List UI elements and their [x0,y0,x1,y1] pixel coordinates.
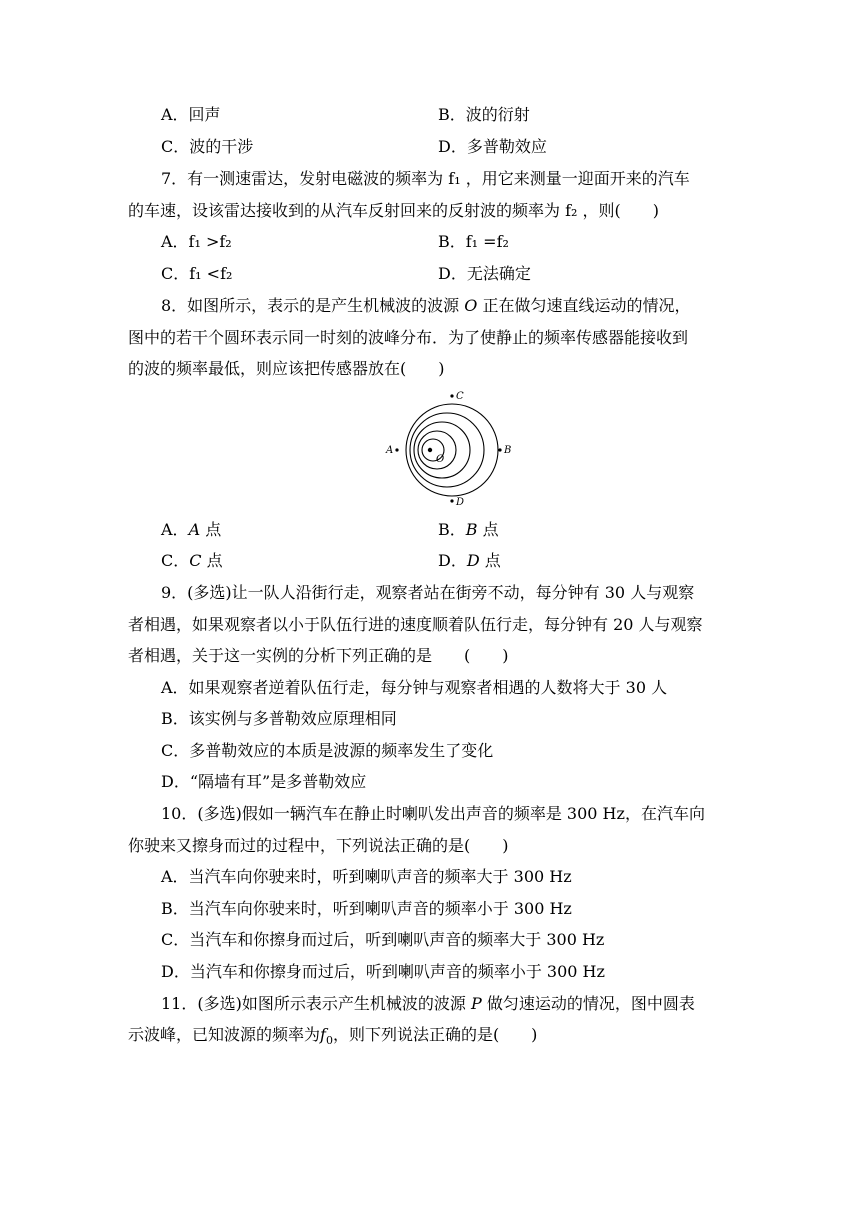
point-c-dot [450,394,453,397]
q11-stem-text: 11．(多选)如图所示表示产生机械波的波源 [161,994,466,1013]
q7-option-d: D．无法确定 [438,264,531,283]
q9-option-b: B．该实例与多普勒效应原理相同 [161,709,397,728]
label-a: A [386,445,394,456]
wave-crest-circle [410,413,484,487]
q9-stem-line1: 9．(多选)让一队人沿街行走，观察者站在街旁不动，每分钟有 30 人与观察 [161,583,695,602]
q6-option-c: C．波的干涉 [161,137,254,156]
q6-option-a: A．回声 [161,105,221,124]
q8-stem-text: 8．如图所示，表示的是产生机械波的波源 [161,296,460,315]
label-o: O [436,454,445,465]
point-a-dot [395,448,398,451]
option-letter: C． [161,551,190,570]
q11-source-var: P [470,994,482,1013]
point-b-dot [498,448,501,451]
q7-stem-line1: 7．有一测速雷达，发射电磁波的频率为 f₁ ，用它来测量一迎面开来的汽车 [161,169,690,188]
q7-stem-line2: 的车速，设该雷达接收到的从汽车反射回来的反射波的频率为 f₂ ，则( ) [128,201,659,220]
option-var: A [188,520,201,539]
q8-option-a [161,520,221,540]
q10-option-d: D．当汽车和你擦身而过后，听到喇叭声音的频率小于 300 Hz [161,962,605,981]
point-d-dot [450,499,453,502]
q8-option-d [438,551,501,571]
q8-source-var: O [464,296,478,315]
q8-stem-line1 [161,296,691,316]
q8-stem-text-cont: 正在做匀速直线运动的情况， [482,296,691,315]
q10-option-b: B．当汽车向你驶来时，听到喇叭声音的频率小于 300 Hz [161,899,572,918]
q11-stem-line2 [128,1025,537,1051]
label-b: B [504,445,512,456]
option-text: 点 [206,551,223,570]
option-letter: A． [161,520,189,539]
option-text: 点 [484,551,501,570]
label-c: C [456,391,464,402]
q11-stem-text: 示波峰，已知波源的频率为 [128,1025,321,1044]
q6-option-d: D．多普勒效应 [438,137,547,156]
q11-stem-text-cont: ，则下列说法正确的是( ) [332,1025,538,1044]
option-var: D [466,551,480,570]
option-var: C [189,551,202,570]
q9-stem-line2: 者相遇，如果观察者以小于队伍行进的速度顺着队伍行走，每分钟有 20 人与观察 [128,615,703,634]
q9-option-c: C．多普勒效应的本质是波源的频率发生了变化 [161,741,494,760]
q7-option-a: A．f₁ >f₂ [161,232,232,251]
q9-option-d: D．“隔墙有耳”是多普勒效应 [161,772,367,791]
wave-source-dot [428,448,432,452]
option-var: B [465,520,478,539]
label-d: D [456,497,465,508]
q9-stem-line3: 者相遇，关于这一实例的分析下列正确的是 ( ) [128,646,509,665]
wave-crest-figure [380,386,520,508]
q11-freq-var: f [320,1025,326,1044]
q9-option-a: A．如果观察者逆着队伍行走，每分钟与观察者相遇的人数将大于 30 人 [161,678,668,697]
q7-option-b: B．f₁ =f₂ [438,232,509,251]
q8-stem-line3: 的波的频率最低，则应该把传感器放在( ) [128,359,445,378]
q11-stem-text-cont: 做匀速运动的情况，图中圆表 [486,994,695,1013]
q8-option-c [161,551,223,571]
q11-stem-line1 [161,994,695,1014]
q10-option-a: A．当汽车向你驶来时，听到喇叭声音的频率大于 300 Hz [161,867,572,886]
q8-stem-line2: 图中的若干个圆环表示同一时刻的波峰分布．为了使静止的频率传感器能接收到 [128,328,689,347]
q8-option-b [438,520,499,540]
option-text: 点 [205,520,222,539]
option-letter: B． [438,520,466,539]
q11-freq-subscript: 0 [325,1034,333,1048]
q10-stem-line1: 10．(多选)假如一辆汽车在静止时喇叭发出声音的频率是 300 Hz，在汽车向 [161,804,705,823]
q6-option-b: B．波的衍射 [438,105,530,124]
q10-option-c: C．当汽车和你擦身而过后，听到喇叭声音的频率大于 300 Hz [161,930,605,949]
option-text: 点 [482,520,499,539]
option-letter: D． [438,551,467,570]
q7-option-c: C．f₁ <f₂ [161,264,233,283]
q10-stem-line2: 你驶来又擦身而过的过程中，下列说法正确的是( ) [128,836,509,855]
